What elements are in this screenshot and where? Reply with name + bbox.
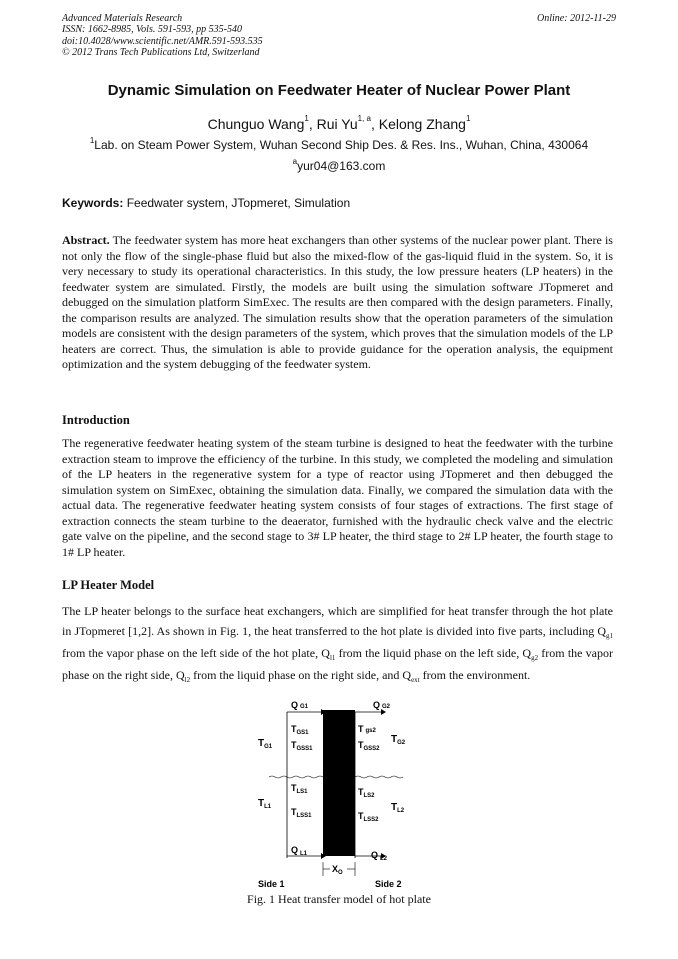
label-qg2: Q G2	[373, 700, 391, 710]
keywords-text: Feedwater system, JTopmeret, Simulation	[126, 196, 351, 210]
author-sup: 1	[304, 114, 309, 123]
paper-title: Dynamic Simulation on Feedwater Heater of Nuclear Power Plant	[107, 82, 571, 99]
affiliation	[0, 138, 678, 152]
label-tg1: $T_{G1}$	[258, 738, 273, 750]
subscript: g2	[531, 654, 539, 662]
online-date: Online: 2012-11-29	[537, 13, 616, 24]
liquid-level-right	[355, 776, 403, 778]
label-qg1: Q G1	[291, 700, 309, 710]
label-tgss1: $T_{GSS1}$	[291, 740, 313, 752]
label-tgs2: Tgs2	[358, 724, 376, 734]
lp-text-part: from the environment.	[419, 668, 531, 682]
author-sup: 1	[465, 114, 471, 123]
label-tls2: $T_{LS2}$	[358, 787, 375, 799]
email-sup: a	[292, 157, 298, 166]
email-text: yur04@163.com	[297, 159, 386, 173]
author-name: Kelong Zhang	[378, 116, 466, 132]
label-xo: $X_O$	[332, 864, 343, 876]
lp-text-part: from the liquid phase on the right side, and Q	[190, 668, 412, 682]
liquid-level-left	[269, 776, 323, 778]
label-side2: Side 2	[375, 879, 402, 889]
affiliation-sup: 1	[89, 136, 95, 145]
abstract-text: The feedwater system has more heat exchangers than other systems of the nuclear power plant. There is not only the flow of the single-phase fluid but also the mixed-flow of the gas-liquid fluid in the system. So, it is very necessary to study its operational characteristics. In this study, the low pressure heaters (LP heaters) in the feedwater system are simulated. Firstly, the models are built using the simulation software JTopmeret and debugged on the simulation platform SimExec. The results are then compared with the design parameters. Finally, the comparison results are analyzed. The simulation results show that the operation parameters of the simulation models are consistent with the design parameters of the system, which proves that the simulation models of the LP heaters are correct. Thus, the simulation is able to provide guidance for the operation analysis, the equipment optimization and the system debugging of the feedwater system.	[62, 233, 613, 371]
author-name: Rui Yu	[316, 116, 358, 132]
keywords-label: Keywords:	[62, 196, 124, 210]
email	[0, 159, 678, 173]
label-tgss2: $T_{GSS2}$	[358, 740, 380, 752]
label-tls1: $T_{LS1}$	[291, 783, 308, 795]
label-side1: Side 1	[258, 879, 285, 889]
author-sup: 1, a	[357, 114, 371, 123]
lp-text-part: The LP heater belongs to the surface heat exchangers, which are simplified for heat transfer through the hot plate in JTopmeret [1,2]. As shown in Fig. 1, the heat transferred to the hot plate is divided into five parts, including Q	[62, 604, 613, 638]
hot-plate	[323, 710, 355, 856]
lp-text-part: from the liquid phase on the left side, Q	[335, 646, 532, 660]
label-tl2: $T_{L2}$	[391, 802, 405, 814]
subscript: ext	[411, 676, 420, 684]
lp-text-part: from the vapor phase on the right side, Q	[62, 646, 614, 682]
authors: Chunguo Wang$^1$, Rui Yu$^{1, a}$, Kelong Zhang$^1$	[207, 114, 471, 132]
label-ql1: Q $_{L1}$	[291, 845, 308, 857]
label-tlss2: $T_{LSS2}$	[358, 811, 379, 823]
label-tl1: $T_{L1}$	[258, 798, 272, 810]
journal-name: Advanced Materials Research	[62, 13, 183, 24]
lp-text-part: from the vapor phase on the left side of the hot plate, Q	[62, 646, 330, 660]
copyright: © 2012 Trans Tech Publications Ltd, Switzerland	[62, 46, 260, 58]
label-tgs1: $T_{GS1}$	[291, 724, 309, 736]
doi: doi:10.4028/www.scientific.net/AMR.591-593.535	[62, 35, 263, 47]
abstract	[62, 233, 613, 373]
abstract-label: Abstract.	[62, 233, 110, 247]
lp-model-heading: LP Heater Model	[62, 578, 155, 592]
subscript: l1	[329, 654, 336, 662]
subscript: g1	[606, 632, 613, 640]
hot-plate-figure	[255, 698, 430, 893]
affiliation-text: Lab. on Steam Power System, Wuhan Second Ship Des. & Res. Ins., Wuhan, China, 430064	[94, 138, 589, 152]
keywords	[62, 196, 350, 210]
introduction-heading: Introduction	[62, 413, 130, 427]
author-name: Chunguo Wang	[207, 116, 305, 132]
journal-header	[62, 13, 263, 58]
figure-caption: Fig. 1 Heat transfer model of hot plate	[247, 892, 431, 906]
label-ql2: Q $_{L2}$	[371, 850, 388, 862]
label-tg2: $T_{G2}$	[391, 734, 406, 746]
introduction-text: The regenerative feedwater heating system of the steam turbine is designed to heat the feedwater with the turbine extraction steam to improve the efficiency of the turbine. In this study, we completed the modeling and simulation of the LP heaters in the regenerative system for a type of reactor using JTopmeret and then debugged the simulation system on SimExec, obtaining the simulation data. Finally, we compared the simulation data with the actual data. The regenerative feedwater heating system consists of four stages of extractions. The first stage of extraction connects the steam turbine to the deaerator, furnished with the hydraulic check valve and the electric gate valve on the pipeline, and the second stage to 3# LP heater, the third stage to 2# LP heater, the fourth stage to 1# LP heater.	[62, 436, 613, 559]
issn: ISSN: 1662-8985, Vols. 591-593, pp 535-540	[62, 24, 242, 36]
lp-model-text	[62, 601, 613, 687]
label-tlss1: $T_{LSS1}$	[291, 807, 312, 819]
subscript: l2	[184, 676, 191, 684]
